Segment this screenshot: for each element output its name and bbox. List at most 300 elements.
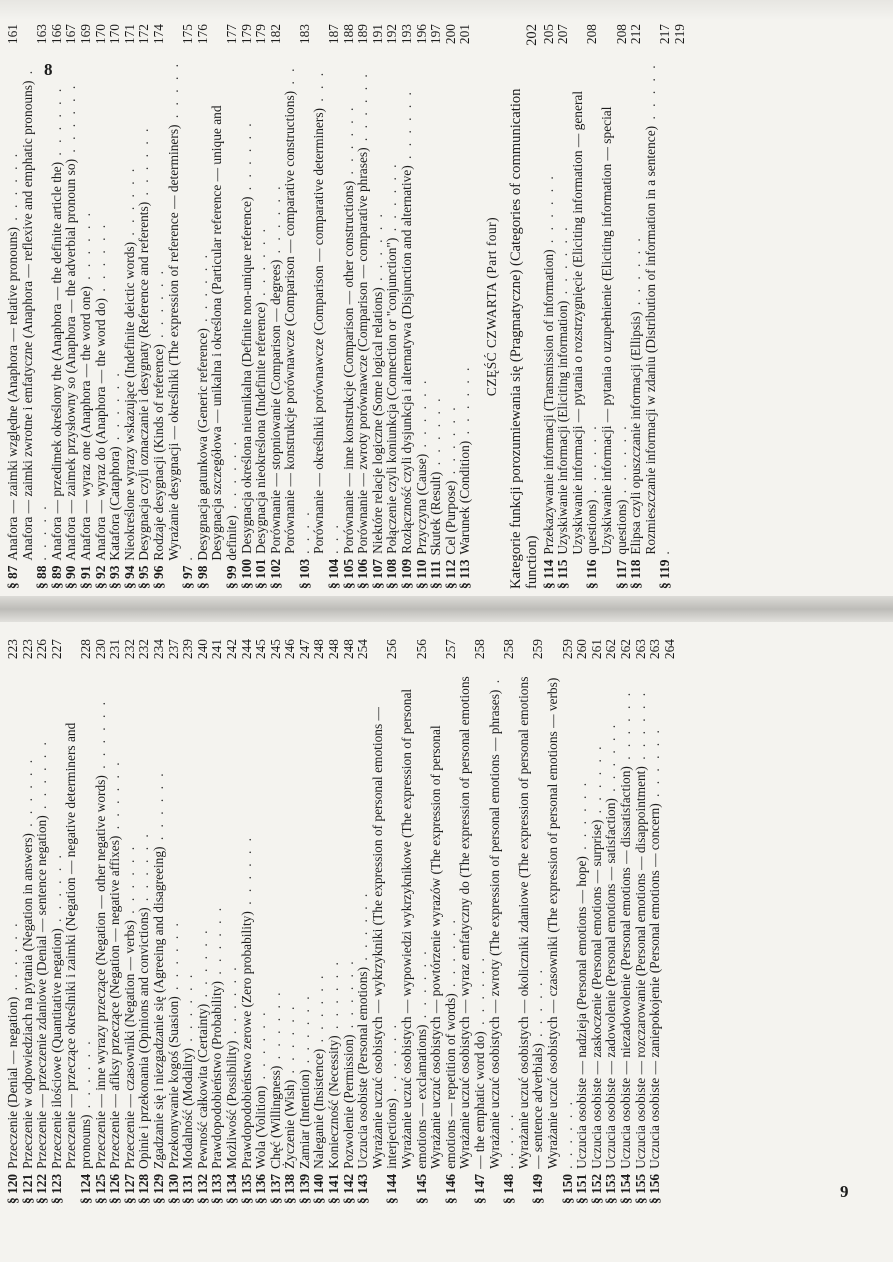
toc-section-number: § 100 [238,558,254,589]
toc-page-number: 248 [326,639,342,660]
toc-leader-dots: . . . . . . [340,104,356,181]
toc-leader-dots: . . . . . . [355,890,371,967]
toc-leader-dots: . . . . . . [19,756,35,834]
toc-entry-title: Porównanie — zwroty porównawcze (Comparison — comparative phrases) . . . . . . [355,71,371,554]
toc-page-number: 201 [457,24,473,45]
toc-page-number: 223 [19,639,35,660]
toc-page-number: 191 [369,24,385,45]
toc-section-number: § 133 [209,1173,225,1204]
toc-page-number: 227 [48,639,64,660]
toc-entry [94,639,109,1204]
toc-entry-title: Porównanie — określniki porównawcze (Comparison — comparative determiners) . . . . . . [311,69,342,554]
toc-entry [517,639,546,1204]
toc-section-number: § 104 [326,558,342,589]
toc-entry [600,24,629,589]
toc-entry-title: Możliwość (Possibility) . . . . . . [223,964,239,1169]
toc-entry-title: Przekonywanie kogoś (Suasion) . . . . . . [165,920,181,1169]
toc-section-number: § 95 [136,565,152,589]
toc-page-number: 189 [355,24,371,45]
toc-entry-title: Katafora (Cataphora) . . . . . . [107,370,123,561]
toc-entry [254,24,269,589]
toc-entry [210,639,225,1204]
toc-entry [342,24,357,589]
toc-leader-dots: . . . . . . [384,1022,400,1099]
toc-entry [415,24,430,589]
toc-entry-title: Przeczenie — inne wyrazy przeczące (Negation — other negative words) . . . . . . [92,698,108,1169]
toc-section-number: § 87 [5,565,20,589]
toc-page-number: 208 [584,24,600,45]
toc-entry [458,24,473,589]
toc-entry-title: Uczucia osobiste — zaskoczenie (Personal emotions — surprise) . . . . . . [588,743,604,1169]
toc-page-number: 254 [355,639,371,660]
toc-entry [6,24,21,589]
toc-entry [240,24,255,589]
toc-entry-title: Uzyskiwanie informacji — pytania o rozstrzygnięcie (Eliciting information — general questions) . . . . . . [569,90,600,555]
toc-section-number: § 129 [150,1173,166,1204]
toc-section-number: § 146 [442,1173,458,1204]
toc-entry [50,24,65,589]
toc-leader-dots: . . . . . . [442,404,458,481]
toc-section-number: § 112 [442,559,458,589]
toc-page-9 [6,639,786,1204]
toc-leader-dots: . . . . . . [19,67,50,561]
toc-page-number: 260 [574,639,590,660]
toc-page-number: 196 [413,24,429,45]
toc-page-number: 219 [671,24,687,45]
toc-entry [21,639,36,1204]
toc-entry [644,24,673,589]
toc-section-number: § 115 [555,559,571,589]
toc-entry-title: Porównanie — inne konstrukcje (Comparison — other constructions) . . . . . . [340,104,356,554]
toc-leader-dots: . . . . . . [194,927,210,1004]
toc-entry [108,639,123,1204]
toc-page-number: 234 [150,639,166,660]
toc-section-number: § 94 [121,565,137,589]
toc-entry-title: Porównanie — konstrukcje porównawcze (Comparison — comparative constructions) . . . . . . [282,65,312,554]
toc-page-number: 232 [136,639,152,660]
toc-page-number: 172 [136,24,152,45]
toc-page-number: 161 [5,24,20,45]
toc-entry-title: Przeczenie — afiksy przeczące (Negation — negative affixes) . . . . . . [107,759,123,1169]
toc-page-number: 259 [559,639,575,660]
toc-entry-title: Prawdopodobieństwo (Probability) . . . . . . [209,904,225,1169]
toc-entry [458,639,487,1204]
toc-list-before-part [6,24,473,589]
toc-entry-title: Pewność całkowita (Certainty) . . . . . . [194,927,210,1169]
toc-entry [429,24,444,589]
toc-section-number: § 92 [92,565,108,589]
toc-entry-title: Uzyskiwanie informacji — pytania o uzupełnienie (Eliciting information — special questions) . . . . . . [598,106,629,555]
toc-entry [196,639,211,1204]
toc-page-number: 179 [253,24,269,45]
toc-section-number: § 101 [253,558,269,589]
toc-section-number: § 116 [584,559,600,589]
toc-entry [429,639,458,1204]
toc-section-number: § 124 [77,1173,93,1204]
toc-entry-title: Wyrażanie uczuć osobistych — wyraz emfatyczny do (The expression of personal emotions — the emphatic word do) . . . . . . [457,676,487,1169]
toc-leader-dots: . . . . . . [442,917,458,994]
toc-leader-dots: . . . . . . [180,971,196,1048]
toc-leader-dots: . . . . . . [165,920,181,997]
toc-leader-dots: . . . . . . [282,1003,298,1080]
toc-section-number: § 134 [223,1173,239,1204]
toc-entry-title: Połączenie czyli koniunkcja (Connection or "conjunction") . . . . . . [384,161,400,554]
toc-entry [167,24,196,589]
toc-page-number: 226 [34,639,50,660]
toc-entry-title: Desygnacja określona nieunikalna (Definite non-unique reference) . . . . . . [238,120,254,554]
toc-entry-title: Opinie i przekonania (Opinions and convictions) . . . . . . [136,831,152,1169]
toc-page-number: 262 [617,639,633,660]
toc-entry-title: Niektóre relacje logiczne (Some logical relations) . . . . . . [369,211,385,554]
toc-section-number: § 114 [540,559,556,589]
toc-leader-dots: . . . . . . [5,920,20,997]
toc-section-number: § 132 [194,1173,210,1204]
toc-entry [94,24,109,589]
toc-section-number: § 137 [267,1173,283,1204]
toc-page-number: 257 [442,639,458,660]
part-title-row [508,24,540,589]
toc-list-page-9 [6,639,677,1204]
toc-page-number: 248 [340,639,356,660]
toc-leader-dots: . . . . . . [617,689,633,767]
toc-leader-dots: . . . . . . [48,85,64,162]
toc-page-number: 163 [34,24,50,45]
toc-leader-dots: . . . . . . [642,62,673,555]
toc-page-number: 245 [267,639,283,660]
toc-entry [269,24,284,589]
toc-section-number: § 106 [355,558,371,589]
toc-entry-title: Zamiar (Intention) . . . . . . [296,993,312,1169]
toc-page-number: 237 [165,639,181,660]
part-title: Kategorie funkcji porozumiewania się (Pragmatyczne) (Categories of communication function) [507,88,540,589]
toc-entry-title: Przekazywanie informacji (Transmission of information) . . . . . . [540,173,556,555]
toc-leader-dots: . . . . . . [267,989,283,1066]
toc-entry [356,24,371,589]
toc-leader-dots: . . . . . . [150,268,166,345]
toc-entry [663,639,678,1204]
toc-page-number: 223 [5,639,20,660]
toc-page-number: 258 [472,639,487,660]
toc-entry [6,639,21,1204]
toc-page-number: 182 [267,24,283,45]
toc-leader-dots: . . . . . . [121,165,137,242]
toc-entry [225,639,240,1204]
toc-entry [254,639,269,1204]
toc-section-number: § 123 [48,1173,64,1204]
toc-section-number: § 121 [19,1173,35,1204]
toc-page-number: 256 [384,639,400,660]
toc-section-number: § 155 [632,1173,648,1204]
toc-section-number: § 127 [121,1173,137,1204]
toc-section-number: § 156 [647,1173,663,1204]
toc-entry [240,639,255,1204]
toc-leader-dots: . . . . . . [588,743,604,820]
toc-entry [64,24,79,589]
toc-leader-dots: . . . . . . [540,173,556,250]
toc-page-number: 170 [107,24,123,45]
toc-entry [152,639,167,1204]
toc-section-number: § 145 [413,1173,429,1204]
toc-page-number: 217 [657,24,673,45]
toc-section-number: § 153 [603,1173,619,1204]
toc-page-number: 247 [296,639,312,660]
toc-section-number: § 140 [311,1173,327,1204]
toc-page-number: 230 [92,639,108,660]
toc-page-number: 240 [194,639,210,660]
toc-section-number: § 105 [340,558,356,589]
toc-entry [137,639,152,1204]
toc-entry [327,639,342,1204]
toc-entry-title: Anafora — wyraz one (Anaphora — the word one) . . . . . . [77,209,93,561]
toc-section-number: § 122 [34,1173,50,1204]
toc-section-number: § 126 [107,1173,123,1204]
toc-section-number: § 152 [588,1173,604,1204]
toc-entry [371,639,400,1204]
toc-entry [556,24,571,589]
toc-entry [542,24,557,589]
toc-entry-title: Uczucia osobiste (Personal emotions) . . . . . . [355,890,371,1169]
toc-leader-dots: . . . . . . [399,89,415,166]
toc-entry-title: Anafora — zaimek przysłowny so (Anaphora — the adverbial pronoun so) . . . . . . [63,82,79,561]
toc-leader-dots: . . . . . . [165,61,196,561]
toc-leader-dots: . . . . . . [296,993,312,1070]
toc-page-number: 200 [442,24,458,45]
toc-page-number: 256 [413,639,429,660]
toc-entry [575,639,590,1204]
toc-page-number: 176 [194,24,210,45]
toc-page-number: 175 [180,24,196,45]
toc-entry [312,639,327,1204]
toc-section-number: § 120 [5,1173,20,1204]
toc-entry-title: Anafora — przedimek określony the (Anaphora — the definite article the) . . . . . . [48,85,64,561]
toc-entry-title: Przeczenie w odpowiedziach na pytania (Negation in answers) . . . . . . [19,756,35,1169]
toc-section-number: § 90 [63,565,79,589]
toc-leader-dots: . . . . . . [457,364,473,441]
toc-page-number: 187 [326,24,342,45]
toc-entry-title: Konieczność (Necessity) . . . . . . [326,959,342,1169]
toc-entry-title: Cel (Purpose) . . . . . . [442,404,458,555]
toc-entry [629,24,644,589]
page-right [0,633,893,1208]
toc-leader-dots: . . . . . . [267,183,283,260]
toc-entry [123,639,138,1204]
toc-leader-dots: . . . . . . [223,439,239,516]
toc-page-number: 193 [399,24,415,45]
toc-entry-title: Skutek (Result) . . . . . . [428,395,444,556]
toc-entry-title: Przeczenie ilościowe (Quantitative negation) . . . . . . [48,852,64,1169]
toc-page-number: 232 [121,639,137,660]
toc-leader-dots: . . . . . . [136,125,152,202]
toc-leader-dots: . . . . . . [209,904,225,982]
toc-entry-title: Uczucia osobiste — niezadowolenie (Personal emotions — dissatisfaction) . . . . . . [617,689,633,1169]
toc-section-number: § 149 [530,1173,546,1204]
toc-section-number: § 98 [194,565,210,589]
toc-entry-title: Anafora — zaimki zwrotne i emfatyczne (Anaphora — reflexive and emphatic pronouns) . . . . . . [19,67,50,561]
toc-leader-dots: . . . . . . [238,120,254,197]
toc-entry [371,24,386,589]
toc-entry [137,24,152,589]
toc-page-number: 248 [311,639,327,660]
toc-page-number: 231 [107,639,123,660]
toc-entry-title: Prawdopodobieństwo zerowe (Zero probability) . . . . . . [238,834,254,1169]
toc-page-number: 264 [661,639,677,660]
toc-entry [35,639,50,1204]
toc-section-number: § 96 [150,565,166,589]
toc-section-number: § 135 [238,1173,254,1204]
toc-entry-title: Anafora — zaimki względne (Anaphora — relative pronouns) . . . . . . [5,150,20,561]
toc-section-number: § 139 [296,1173,312,1204]
toc-entry [21,24,50,589]
toc-page-number: 197 [428,24,444,45]
toc-entry [356,639,371,1204]
toc-leader-dots: . . . . . . [574,779,590,857]
page-number-left: 8 [44,60,53,79]
toc-section-number: § 93 [107,565,123,589]
toc-leader-dots: . . . . . . [472,955,487,1032]
page-number-right: 9 [840,1182,849,1201]
toc-page-number: 169 [77,24,93,45]
toc-page-number: 245 [253,639,269,660]
toc-section-number: § 136 [253,1173,269,1204]
toc-entry-title: Wyrażanie desygnacji — określniki (The expression of reference — determiners) . . . . . . [165,61,196,561]
toc-leader-dots: . . . . . . [92,698,108,776]
toc-page-number: 259 [530,639,546,660]
toc-entry [546,639,575,1204]
toc-section-number: § 119 [657,559,673,589]
toc-leader-dots: . . . . . . [413,377,429,454]
toc-entry-title: Nieokreślone wyrazy wskazujące (Indefinite deictic words) . . . . . . [121,165,137,561]
toc-page-number: 174 [150,24,166,45]
toc-entry-title: Przyczyna (Cause) . . . . . . [413,377,429,555]
toc-entry [123,24,138,589]
toc-leader-dots: . . . . . . [92,221,108,299]
toc-page-number: 241 [209,639,225,660]
toc-entry [50,639,65,1204]
toc-leader-dots: . . . . . . [584,423,600,500]
toc-entry-title: Desygnacja czyli oznaczanie i desygnaty (Reference and referents) . . . . . . [136,125,152,561]
toc-page-number: 177 [223,24,239,45]
book-gutter [0,596,893,622]
toc-leader-dots: . . . . . . [5,150,20,228]
toc-leader-dots: . . . . . . [77,1038,93,1115]
toc-page-number: 263 [632,639,648,660]
toc-entry [444,24,459,589]
toc-page-number: 171 [121,24,137,45]
toc-section-number: § 103 [296,558,312,589]
toc-entry [108,24,123,589]
toc-section-number: § 108 [384,558,400,589]
toc-leader-dots: . . . . . . [340,958,356,1035]
toc-entry [400,639,429,1204]
toc-page-number: 167 [63,24,79,45]
toc-entry-title: Uczucia osobiste — rozczarowanie (Personal emotions — disappointment) . . . . . . [632,689,648,1169]
toc-entry [196,24,211,589]
toc-page-number: 228 [77,639,93,660]
toc-page-number: 170 [92,24,108,45]
toc-entry [488,639,517,1204]
toc-entry [342,639,357,1204]
toc-page-number: 179 [238,24,254,45]
toc-entry [79,24,94,589]
toc-entry-title: Przeczenie — czasowniki (Negation — verbs) . . . . . . [121,843,137,1169]
toc-entry [283,24,312,589]
toc-entry-title: Desygnacja nieokreślona (Indefinite reference) . . . . . . [253,226,269,554]
toc-section-number: § 91 [77,565,93,589]
toc-leader-dots: . . . . . . [34,739,50,816]
toc-section-number: § 118 [628,559,644,589]
toc-entry [167,639,182,1204]
toc-entry-title: Desygnacja szczegółowa — unikalna i określona (Particular reference — unique and definite) . . . . . . [209,105,239,561]
toc-leader-dots: . . . . . . [647,727,663,804]
toc-entry-title: Porównanie — stopniowanie (Comparison — degrees) . . . . . . [267,183,283,554]
toc-entry-title: Wola (Volition) . . . . . . [253,1009,269,1169]
toc-entry [210,24,239,589]
toc-section-number: § 111 [428,560,444,589]
toc-entry [298,639,313,1204]
toc-entry-title: Wyrażanie uczuć osobistych — wykrzykniki (The expression of personal emotions — interjections) . . . . . . [369,707,400,1169]
toc-entry [604,639,619,1204]
toc-leader-dots: . . . . . . [632,689,648,767]
toc-page-number: 212 [628,24,644,45]
toc-entry [312,24,341,589]
toc-section-number: § 148 [501,1173,517,1204]
toc-page-number: 242 [223,639,239,660]
toc-leader-dots: . . . . . . [150,770,166,847]
toc-entry-title: Wyrażanie uczuć osobistych — zwroty (The expression of personal emotions — phrases) . . . . . . [486,676,517,1169]
toc-section-number: § 102 [267,558,283,589]
toc-leader-dots: . . . . . . [194,252,210,329]
toc-entry-title: Warunek (Condition) . . . . . . [457,364,473,555]
toc-section-number: § 99 [223,565,239,589]
toc-entry-title: Życzenie (Wish) . . . . . . [282,1003,298,1169]
toc-leader-dots: . . . . . . [223,964,239,1041]
toc-leader-dots: . . . . . . [282,65,312,554]
toc-leader-dots: . . . . . . [253,226,269,303]
toc-leader-dots: . . . . . . [63,82,79,159]
toc-entry-title: Chęć (Willingness) . . . . . . [267,989,283,1169]
toc-section-number: § 109 [399,558,415,589]
toc-section-number: § 97 [180,565,196,589]
toc-section-number: § 150 [559,1173,575,1204]
toc-entry-title: Desygnacja gatunkowa (Generic reference) . . . . . . [194,252,210,561]
toc-entry-title: Rozłączność czyli dysjunkcja i alternatywa (Disjunction and alternative) . . . . . . [399,89,415,554]
toc-entry-title: Wyrażanie uczuć osobistych — okoliczniki zdaniowe (The expression of personal emotions — sentence adverbials) . . . . . . [515,676,546,1169]
toc-page-number: 258 [501,639,517,660]
toc-leader-dots: . . . . . . [603,721,619,799]
toc-leader-dots: . . . . . . [369,211,385,288]
toc-page-number: 262 [603,639,619,660]
toc-entry-title: Wyrażanie uczuć osobistych — czasowniki (The expression of personal emotions — verbs) . . . . . . [544,677,575,1169]
toc-entry-title: Przeczenie — przeczenie zdaniowe (Denial — sentence negation) . . . . . . [34,739,50,1169]
toc-leader-dots: . . . . . . [555,224,571,301]
toc-entry-title: Uczucia osobiste — zaniepokojenie (Personal emotions — concern) . . . . . . [647,727,663,1169]
toc-leader-dots: . . . . . . [311,69,342,554]
toc-section-number: § 154 [617,1173,633,1204]
toc-page-number: 263 [647,639,663,660]
toc-page-number: 244 [238,639,254,660]
toc-leader-dots: . . . . . . [413,948,429,1025]
toc-section-number: § 138 [282,1173,298,1204]
toc-entry [619,639,634,1204]
toc-leader-dots: . . . . . . [136,831,152,908]
toc-entry [648,639,663,1204]
toc-leader-dots: . . . . . . [311,972,327,1049]
toc-entry [571,24,600,589]
toc-page-number: 261 [588,639,604,660]
toc-section-number: § 125 [92,1173,108,1204]
toc-entry [269,639,284,1204]
toc-leader-dots: . . . . . . [428,395,444,472]
